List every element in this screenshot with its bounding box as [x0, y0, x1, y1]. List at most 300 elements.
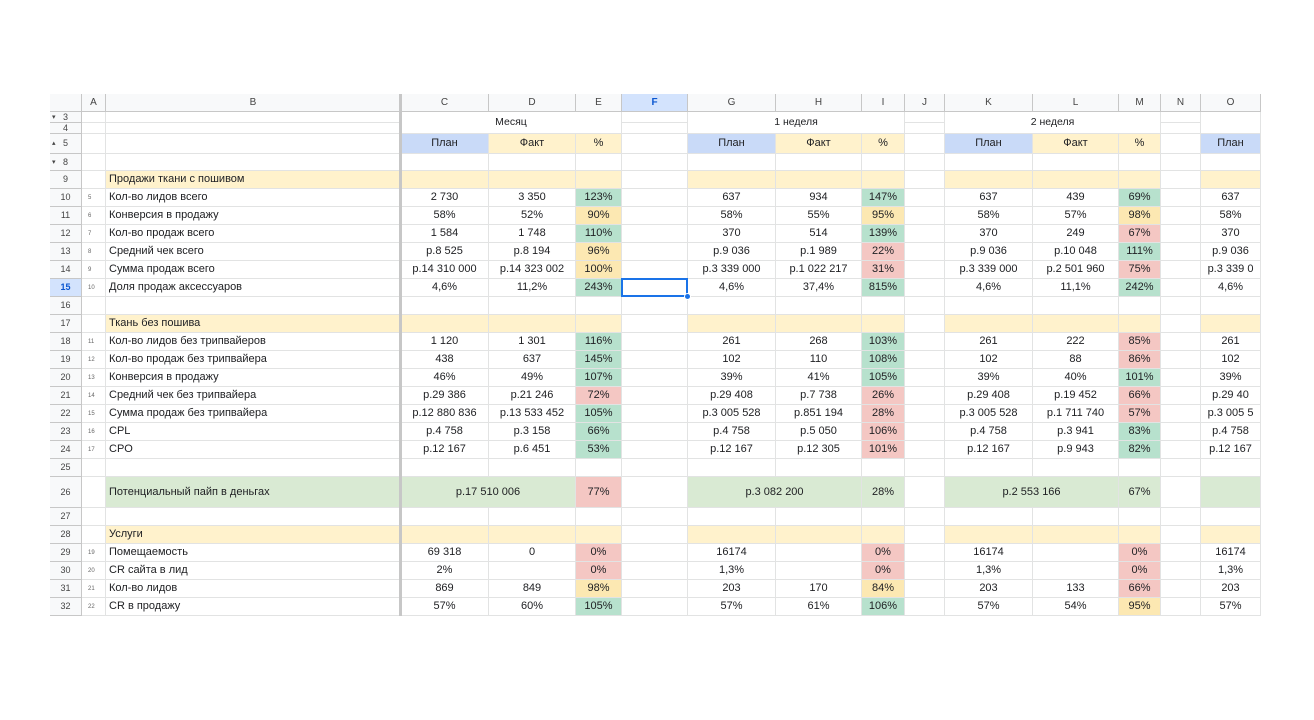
- empty-cell[interactable]: [1119, 459, 1161, 477]
- value-cell[interactable]: 49%: [489, 369, 576, 387]
- section-title[interactable]: Ткань без пошива: [106, 315, 401, 333]
- value-cell[interactable]: р.3 339 0: [1201, 261, 1261, 279]
- percent-cell[interactable]: 98%: [1119, 207, 1161, 225]
- percent-cell[interactable]: 107%: [576, 369, 622, 387]
- value-cell[interactable]: 1,3%: [945, 562, 1033, 580]
- percent-cell[interactable]: 95%: [862, 207, 905, 225]
- value-cell[interactable]: р.3 005 5: [1201, 405, 1261, 423]
- empty-cell[interactable]: [905, 123, 945, 134]
- value-cell[interactable]: р.12 167: [401, 441, 489, 459]
- col-a-index[interactable]: 15: [82, 405, 106, 423]
- section-fill[interactable]: [1201, 315, 1261, 333]
- pipeline-week1-pct[interactable]: 28%: [862, 477, 905, 508]
- empty-cell[interactable]: [622, 477, 688, 508]
- percent-cell[interactable]: 105%: [576, 598, 622, 616]
- value-cell[interactable]: р.6 451: [489, 441, 576, 459]
- column-header-b[interactable]: B: [106, 94, 401, 112]
- section-fill[interactable]: [1119, 526, 1161, 544]
- subheader-fact[interactable]: Факт: [489, 134, 576, 154]
- empty-cell[interactable]: [622, 261, 688, 279]
- empty-cell[interactable]: [1161, 315, 1201, 333]
- row-header-25[interactable]: 25: [50, 459, 82, 477]
- value-cell[interactable]: 2%: [401, 562, 489, 580]
- value-cell[interactable]: р.29 408: [688, 387, 776, 405]
- empty-cell[interactable]: [1119, 508, 1161, 526]
- section-fill[interactable]: [1119, 171, 1161, 189]
- percent-cell[interactable]: 28%: [862, 405, 905, 423]
- col-a-index[interactable]: 19: [82, 544, 106, 562]
- value-cell[interactable]: р.3 941: [1033, 423, 1119, 441]
- value-cell[interactable]: 11,2%: [489, 279, 576, 297]
- percent-cell[interactable]: 85%: [1119, 333, 1161, 351]
- empty-cell[interactable]: [622, 315, 688, 333]
- row-header-28[interactable]: 28: [50, 526, 82, 544]
- empty-cell[interactable]: [1161, 134, 1201, 154]
- empty-cell[interactable]: [1161, 405, 1201, 423]
- empty-cell[interactable]: [82, 459, 106, 477]
- percent-cell[interactable]: 105%: [576, 405, 622, 423]
- empty-cell[interactable]: [622, 297, 688, 315]
- section-fill[interactable]: [576, 526, 622, 544]
- percent-cell[interactable]: 111%: [1119, 243, 1161, 261]
- empty-cell[interactable]: [622, 243, 688, 261]
- empty-cell[interactable]: [622, 171, 688, 189]
- col-a-index[interactable]: 8: [82, 243, 106, 261]
- value-cell[interactable]: 514: [776, 225, 862, 243]
- column-header-f[interactable]: F: [622, 94, 688, 112]
- percent-cell[interactable]: 31%: [862, 261, 905, 279]
- value-cell[interactable]: 261: [1201, 333, 1261, 351]
- empty-cell[interactable]: [1161, 112, 1201, 123]
- value-cell[interactable]: 370: [945, 225, 1033, 243]
- section-fill[interactable]: [576, 171, 622, 189]
- empty-cell[interactable]: [1033, 459, 1119, 477]
- empty-cell[interactable]: [82, 315, 106, 333]
- value-cell[interactable]: 439: [1033, 189, 1119, 207]
- section-fill[interactable]: [862, 315, 905, 333]
- empty-cell[interactable]: [82, 171, 106, 189]
- metric-label[interactable]: CR сайта в лид: [106, 562, 401, 580]
- value-cell[interactable]: р.29 386: [401, 387, 489, 405]
- section-fill[interactable]: [862, 526, 905, 544]
- section-fill[interactable]: [489, 171, 576, 189]
- section-fill[interactable]: [688, 315, 776, 333]
- value-cell[interactable]: 57%: [401, 598, 489, 616]
- column-header-m[interactable]: M: [1119, 94, 1161, 112]
- percent-cell[interactable]: 0%: [1119, 544, 1161, 562]
- metric-label[interactable]: Средний чек без трипвайера: [106, 387, 401, 405]
- column-header-i[interactable]: I: [862, 94, 905, 112]
- section-fill[interactable]: [1119, 315, 1161, 333]
- percent-cell[interactable]: 83%: [1119, 423, 1161, 441]
- empty-cell[interactable]: [106, 297, 401, 315]
- value-cell[interactable]: р.13 533 452: [489, 405, 576, 423]
- group-toggle-icon[interactable]: ▾: [52, 113, 56, 121]
- pipeline-week1-value[interactable]: р.3 082 200: [688, 477, 862, 508]
- row-header-8[interactable]: 8 ▾: [50, 154, 82, 171]
- group-header-week2[interactable]: 2 неделя: [945, 112, 1161, 134]
- value-cell[interactable]: 1 748: [489, 225, 576, 243]
- empty-cell[interactable]: [622, 580, 688, 598]
- empty-cell[interactable]: [1161, 333, 1201, 351]
- value-cell[interactable]: 0: [489, 544, 576, 562]
- column-header-o[interactable]: O: [1201, 94, 1261, 112]
- value-cell[interactable]: 2 730: [401, 189, 489, 207]
- empty-cell[interactable]: [622, 134, 688, 154]
- empty-cell[interactable]: [489, 459, 576, 477]
- section-fill[interactable]: [945, 171, 1033, 189]
- row-header-31[interactable]: 31: [50, 580, 82, 598]
- value-cell[interactable]: 4,6%: [401, 279, 489, 297]
- col-a-index[interactable]: 14: [82, 387, 106, 405]
- section-fill[interactable]: [1201, 171, 1261, 189]
- value-cell[interactable]: р.9 036: [688, 243, 776, 261]
- value-cell[interactable]: р.10 048: [1033, 243, 1119, 261]
- metric-label[interactable]: CPO: [106, 441, 401, 459]
- row-header-14[interactable]: 14: [50, 261, 82, 279]
- row-header-29[interactable]: 29: [50, 544, 82, 562]
- value-cell[interactable]: 1,3%: [688, 562, 776, 580]
- value-cell[interactable]: 3 350: [489, 189, 576, 207]
- empty-cell[interactable]: [905, 297, 945, 315]
- row-header-27[interactable]: 27: [50, 508, 82, 526]
- section-fill[interactable]: [1033, 526, 1119, 544]
- value-cell[interactable]: 16174: [945, 544, 1033, 562]
- value-cell[interactable]: 37,4%: [776, 279, 862, 297]
- percent-cell[interactable]: 84%: [862, 580, 905, 598]
- frozen-column-divider[interactable]: [399, 94, 402, 616]
- section-fill[interactable]: [1033, 171, 1119, 189]
- value-cell[interactable]: р.5 050: [776, 423, 862, 441]
- column-header-c[interactable]: C: [401, 94, 489, 112]
- fill-handle[interactable]: [684, 293, 691, 300]
- empty-cell[interactable]: [1161, 189, 1201, 207]
- metric-label[interactable]: Кол-во лидов: [106, 580, 401, 598]
- empty-cell[interactable]: [905, 243, 945, 261]
- value-cell[interactable]: 268: [776, 333, 862, 351]
- empty-cell[interactable]: [622, 351, 688, 369]
- empty-cell[interactable]: [1161, 123, 1201, 134]
- row-header-3[interactable]: 3 ▾: [50, 112, 82, 123]
- value-cell[interactable]: 52%: [489, 207, 576, 225]
- percent-cell[interactable]: 26%: [862, 387, 905, 405]
- percent-cell[interactable]: 66%: [1119, 580, 1161, 598]
- percent-cell[interactable]: 105%: [862, 369, 905, 387]
- section-fill[interactable]: [688, 526, 776, 544]
- row-header-15[interactable]: 15: [50, 279, 82, 297]
- empty-cell[interactable]: [1161, 459, 1201, 477]
- empty-cell[interactable]: [905, 279, 945, 297]
- empty-cell[interactable]: [905, 369, 945, 387]
- pipeline-week2-pct[interactable]: 67%: [1119, 477, 1161, 508]
- percent-cell[interactable]: 69%: [1119, 189, 1161, 207]
- value-cell[interactable]: [776, 562, 862, 580]
- value-cell[interactable]: 57%: [1033, 207, 1119, 225]
- group-header-month[interactable]: Месяц: [401, 112, 622, 134]
- percent-cell[interactable]: 103%: [862, 333, 905, 351]
- value-cell[interactable]: р.8 194: [489, 243, 576, 261]
- percent-cell[interactable]: 100%: [576, 261, 622, 279]
- percent-cell[interactable]: 101%: [1119, 369, 1161, 387]
- column-header-j[interactable]: J: [905, 94, 945, 112]
- empty-cell[interactable]: [905, 405, 945, 423]
- value-cell[interactable]: р.3 005 528: [688, 405, 776, 423]
- percent-cell[interactable]: 82%: [1119, 441, 1161, 459]
- empty-cell[interactable]: [862, 297, 905, 315]
- empty-cell[interactable]: [1161, 441, 1201, 459]
- group-toggle-icon[interactable]: ▴: [52, 140, 56, 147]
- section-fill[interactable]: [776, 315, 862, 333]
- value-cell[interactable]: 88: [1033, 351, 1119, 369]
- empty-cell[interactable]: [622, 562, 688, 580]
- empty-cell[interactable]: [945, 459, 1033, 477]
- col-a-index[interactable]: 6: [82, 207, 106, 225]
- value-cell[interactable]: р.29 40: [1201, 387, 1261, 405]
- column-header-a[interactable]: A: [82, 94, 106, 112]
- section-fill[interactable]: [945, 315, 1033, 333]
- col-a-index[interactable]: 7: [82, 225, 106, 243]
- empty-cell[interactable]: [1161, 369, 1201, 387]
- value-cell[interactable]: 16174: [1201, 544, 1261, 562]
- empty-cell[interactable]: [1161, 423, 1201, 441]
- value-cell[interactable]: р.8 525: [401, 243, 489, 261]
- value-cell[interactable]: 249: [1033, 225, 1119, 243]
- empty-cell[interactable]: [1161, 171, 1201, 189]
- empty-cell[interactable]: [905, 423, 945, 441]
- value-cell[interactable]: р.4 758: [1201, 423, 1261, 441]
- value-cell[interactable]: р.14 310 000: [401, 261, 489, 279]
- empty-cell[interactable]: [1161, 598, 1201, 616]
- percent-cell[interactable]: 66%: [576, 423, 622, 441]
- empty-cell[interactable]: [905, 189, 945, 207]
- empty-cell[interactable]: [905, 171, 945, 189]
- value-cell[interactable]: р.3 158: [489, 423, 576, 441]
- empty-cell[interactable]: [106, 123, 401, 134]
- value-cell[interactable]: 203: [945, 580, 1033, 598]
- value-cell[interactable]: [776, 544, 862, 562]
- percent-cell[interactable]: 123%: [576, 189, 622, 207]
- empty-cell[interactable]: [1161, 225, 1201, 243]
- group-header-next[interactable]: [1201, 112, 1261, 134]
- value-cell[interactable]: 261: [688, 333, 776, 351]
- row-header-5[interactable]: 5 ▴: [50, 134, 82, 154]
- value-cell[interactable]: 4,6%: [945, 279, 1033, 297]
- empty-cell[interactable]: [622, 508, 688, 526]
- section-fill[interactable]: [776, 526, 862, 544]
- value-cell[interactable]: р.7 738: [776, 387, 862, 405]
- value-cell[interactable]: 438: [401, 351, 489, 369]
- value-cell[interactable]: 1 120: [401, 333, 489, 351]
- row-header-4[interactable]: 4: [50, 123, 82, 134]
- value-cell[interactable]: р.4 758: [688, 423, 776, 441]
- value-cell[interactable]: 57%: [688, 598, 776, 616]
- empty-cell[interactable]: [1161, 508, 1201, 526]
- value-cell[interactable]: 57%: [1201, 598, 1261, 616]
- value-cell[interactable]: 1 301: [489, 333, 576, 351]
- value-cell[interactable]: р.1 711 740: [1033, 405, 1119, 423]
- empty-cell[interactable]: [905, 351, 945, 369]
- value-cell[interactable]: 61%: [776, 598, 862, 616]
- metric-label[interactable]: Кол-во лидов без трипвайеров: [106, 333, 401, 351]
- row-header-12[interactable]: 12: [50, 225, 82, 243]
- value-cell[interactable]: 102: [945, 351, 1033, 369]
- empty-cell[interactable]: [576, 297, 622, 315]
- value-cell[interactable]: р.9 036: [945, 243, 1033, 261]
- value-cell[interactable]: 934: [776, 189, 862, 207]
- value-cell[interactable]: р.3 339 000: [688, 261, 776, 279]
- row-header-30[interactable]: 30: [50, 562, 82, 580]
- value-cell[interactable]: р.4 758: [945, 423, 1033, 441]
- row-header-11[interactable]: 11: [50, 207, 82, 225]
- empty-cell[interactable]: [1161, 279, 1201, 297]
- metric-label[interactable]: Кол-во лидов всего: [106, 189, 401, 207]
- column-header-g[interactable]: G: [688, 94, 776, 112]
- percent-cell[interactable]: 95%: [1119, 598, 1161, 616]
- select-all-corner[interactable]: [50, 94, 82, 112]
- empty-cell[interactable]: [1161, 544, 1201, 562]
- pipeline-month-value[interactable]: р.17 510 006: [401, 477, 576, 508]
- col-a-index[interactable]: 11: [82, 333, 106, 351]
- row-header-26[interactable]: 26: [50, 477, 82, 508]
- subheader-pct[interactable]: %: [862, 134, 905, 154]
- percent-cell[interactable]: 106%: [862, 598, 905, 616]
- empty-cell[interactable]: [106, 112, 401, 123]
- percent-cell[interactable]: 22%: [862, 243, 905, 261]
- percent-cell[interactable]: 106%: [862, 423, 905, 441]
- metric-label[interactable]: Конверсия в продажу: [106, 369, 401, 387]
- value-cell[interactable]: 637: [489, 351, 576, 369]
- value-cell[interactable]: р.19 452: [1033, 387, 1119, 405]
- col-a-index[interactable]: 21: [82, 580, 106, 598]
- empty-cell[interactable]: [489, 297, 576, 315]
- empty-cell[interactable]: [776, 154, 862, 171]
- percent-cell[interactable]: 243%: [576, 279, 622, 297]
- value-cell[interactable]: [489, 562, 576, 580]
- subheader-pct[interactable]: %: [576, 134, 622, 154]
- subheader-fact[interactable]: Факт: [1033, 134, 1119, 154]
- value-cell[interactable]: [1033, 562, 1119, 580]
- empty-cell[interactable]: [688, 508, 776, 526]
- empty-cell[interactable]: [905, 459, 945, 477]
- empty-cell[interactable]: [622, 333, 688, 351]
- empty-cell[interactable]: [1161, 387, 1201, 405]
- empty-cell[interactable]: [905, 441, 945, 459]
- percent-cell[interactable]: 242%: [1119, 279, 1161, 297]
- percent-cell[interactable]: 57%: [1119, 405, 1161, 423]
- empty-cell[interactable]: [82, 297, 106, 315]
- empty-cell[interactable]: [905, 154, 945, 171]
- empty-cell[interactable]: [945, 508, 1033, 526]
- empty-cell[interactable]: [1161, 526, 1201, 544]
- empty-cell[interactable]: [1201, 154, 1261, 171]
- empty-cell[interactable]: [905, 261, 945, 279]
- section-title[interactable]: Продажи ткани с пошивом: [106, 171, 401, 189]
- empty-cell[interactable]: [1119, 297, 1161, 315]
- metric-label[interactable]: CPL: [106, 423, 401, 441]
- value-cell[interactable]: 16174: [688, 544, 776, 562]
- empty-cell[interactable]: [688, 459, 776, 477]
- percent-cell[interactable]: 98%: [576, 580, 622, 598]
- metric-label[interactable]: Средний чек всего: [106, 243, 401, 261]
- empty-cell[interactable]: [905, 562, 945, 580]
- value-cell[interactable]: р.3 339 000: [945, 261, 1033, 279]
- value-cell[interactable]: 637: [688, 189, 776, 207]
- empty-cell[interactable]: [776, 508, 862, 526]
- section-fill[interactable]: [862, 171, 905, 189]
- group-toggle-icon[interactable]: ▾: [52, 158, 56, 166]
- percent-cell[interactable]: 0%: [862, 544, 905, 562]
- col-a-index[interactable]: 22: [82, 598, 106, 616]
- empty-cell[interactable]: [905, 526, 945, 544]
- empty-cell[interactable]: [1161, 562, 1201, 580]
- empty-cell[interactable]: [576, 459, 622, 477]
- empty-cell[interactable]: [622, 459, 688, 477]
- percent-cell[interactable]: 0%: [1119, 562, 1161, 580]
- empty-cell[interactable]: [1033, 297, 1119, 315]
- value-cell[interactable]: 261: [945, 333, 1033, 351]
- empty-cell[interactable]: [106, 459, 401, 477]
- empty-cell[interactable]: [622, 225, 688, 243]
- empty-cell[interactable]: [622, 423, 688, 441]
- subheader-plan[interactable]: План: [401, 134, 489, 154]
- group-header-week1[interactable]: 1 неделя: [688, 112, 905, 134]
- empty-cell[interactable]: [576, 154, 622, 171]
- empty-cell[interactable]: [1201, 297, 1261, 315]
- percent-cell[interactable]: 108%: [862, 351, 905, 369]
- empty-cell[interactable]: [688, 154, 776, 171]
- metric-label[interactable]: Сумма продаж без трипвайера: [106, 405, 401, 423]
- empty-cell[interactable]: [401, 459, 489, 477]
- value-cell[interactable]: 370: [688, 225, 776, 243]
- value-cell[interactable]: 40%: [1033, 369, 1119, 387]
- empty-cell[interactable]: [489, 154, 576, 171]
- row-header-24[interactable]: 24: [50, 441, 82, 459]
- value-cell[interactable]: 4,6%: [688, 279, 776, 297]
- percent-cell[interactable]: 90%: [576, 207, 622, 225]
- empty-cell[interactable]: [82, 123, 106, 134]
- column-header-k[interactable]: K: [945, 94, 1033, 112]
- column-header-d[interactable]: D: [489, 94, 576, 112]
- empty-cell[interactable]: [776, 297, 862, 315]
- section-fill[interactable]: [489, 315, 576, 333]
- empty-cell[interactable]: [776, 459, 862, 477]
- metric-label[interactable]: Доля продаж аксессуаров: [106, 279, 401, 297]
- row-header-22[interactable]: 22: [50, 405, 82, 423]
- value-cell[interactable]: 46%: [401, 369, 489, 387]
- empty-cell[interactable]: [622, 279, 688, 297]
- value-cell[interactable]: 39%: [688, 369, 776, 387]
- value-cell[interactable]: 58%: [945, 207, 1033, 225]
- subheader-fact[interactable]: Факт: [776, 134, 862, 154]
- value-cell[interactable]: 849: [489, 580, 576, 598]
- empty-cell[interactable]: [905, 315, 945, 333]
- empty-cell[interactable]: [905, 333, 945, 351]
- empty-cell[interactable]: [905, 387, 945, 405]
- value-cell[interactable]: 54%: [1033, 598, 1119, 616]
- section-fill[interactable]: [945, 526, 1033, 544]
- value-cell[interactable]: 203: [1201, 580, 1261, 598]
- value-cell[interactable]: 58%: [688, 207, 776, 225]
- empty-cell[interactable]: [1161, 261, 1201, 279]
- value-cell[interactable]: р.12 167: [1201, 441, 1261, 459]
- percent-cell[interactable]: 139%: [862, 225, 905, 243]
- percent-cell[interactable]: 116%: [576, 333, 622, 351]
- row-header-32[interactable]: 32: [50, 598, 82, 616]
- value-cell[interactable]: р.851 194: [776, 405, 862, 423]
- empty-cell[interactable]: [82, 112, 106, 123]
- pipeline-next[interactable]: [1201, 477, 1261, 508]
- empty-cell[interactable]: [1161, 154, 1201, 171]
